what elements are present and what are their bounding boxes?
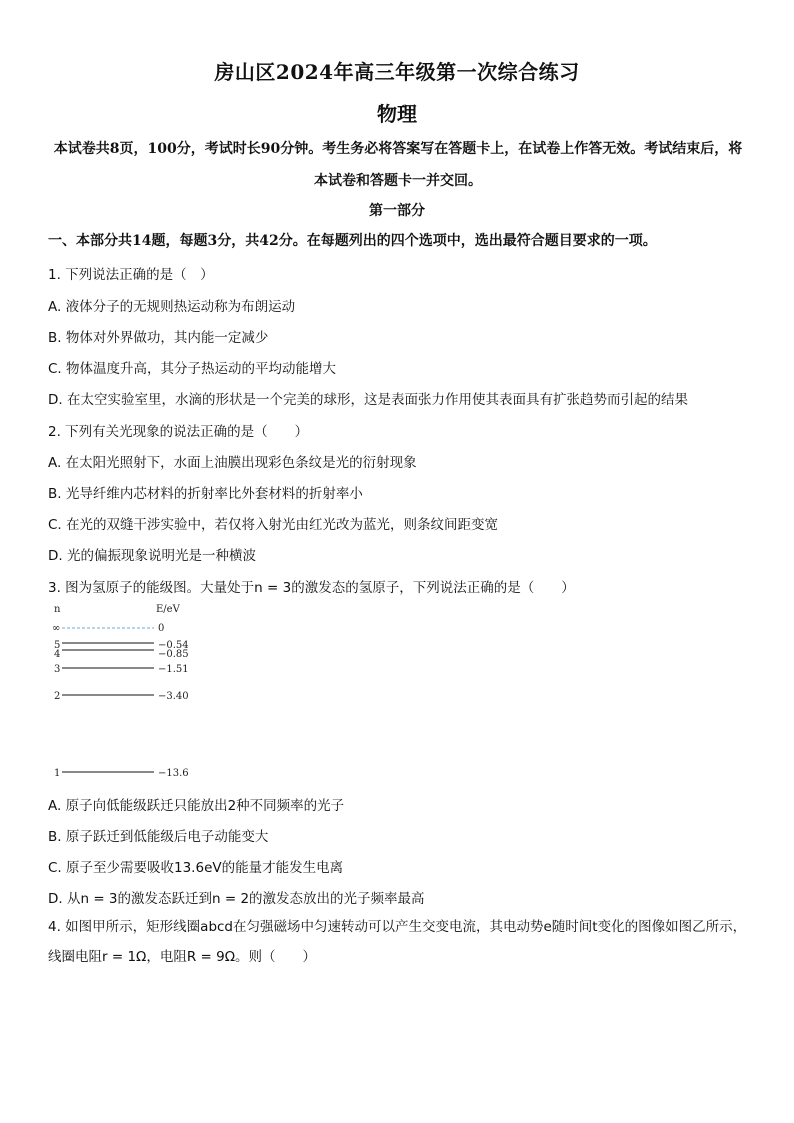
level-n-1: 1: [54, 768, 61, 779]
question-3-option-b: B. 原子跃迁到低能级后电子动能变大: [48, 829, 269, 845]
level-n-inf: ∞: [52, 623, 61, 634]
question-2-option-d: D. 光的偏振现象说明光是一种横波: [48, 548, 256, 564]
question-2-stem: 2. 下列有关光现象的说法正确的是（ ）: [48, 424, 309, 440]
level-n-4: 4: [54, 649, 61, 660]
question-2-option-c: C. 在光的双缝干涉实验中，若仅将入射光由红光改为蓝光，则条纹间距变宽: [48, 517, 499, 533]
exam-notice: 本试卷共8页，100分，考试时长90分钟。考生务必将答案写在答题卡上，在试卷上作答无效。考试结束后，将本试卷和答题卡一并交回。: [53, 141, 743, 189]
question-3-option-c: C. 原子至少需要吸收13.6eV的能量才能发生电离: [48, 860, 344, 876]
question-1-stem: 1. 下列说法正确的是（ ）: [48, 267, 214, 283]
question-2-option-b: B. 光导纤维内芯材料的折射率比外套材料的折射率小: [48, 486, 363, 502]
level-e-inf: 0: [158, 623, 165, 634]
exam-title: 房山区2024年高三年级第一次综合练习: [214, 60, 580, 84]
subject-title: 物理: [377, 102, 417, 126]
level-n-2: 2: [54, 691, 61, 702]
level-n-5: 5: [54, 640, 61, 651]
question-3-option-a: A. 原子向低能级跃迁只能放出2种不同频率的光子: [48, 798, 345, 814]
level-e-2: −3.40: [158, 691, 189, 702]
question-4-stem: 4. 如图甲所示，矩形线圈abcd在匀强磁场中匀速转动可以产生交变电流，其电动势e随时间t变化的图像如图乙所示，线圈电阻r = 1Ω，电阻R = 9Ω。则（ ）: [48, 919, 747, 965]
question-2-option-a: A. 在太阳光照射下，水面上油膜出现彩色条纹是光的衍射现象: [48, 455, 417, 471]
question-3-stem: 3. 图为氢原子的能级图。大量处于n = 3的激发态的氢原子，下列说法正确的是（ ）: [48, 580, 575, 596]
energy-level-svg: [48, 598, 208, 783]
question-1-option-a: A. 液体分子的无规则热运动称为布朗运动: [48, 299, 296, 315]
question-1-option-b: B. 物体对外界做功，其内能一定减少: [48, 330, 269, 346]
part-title: 第一部分: [369, 203, 425, 219]
level-e-1: −13.6: [158, 768, 189, 779]
energy-level-diagram: [48, 598, 208, 783]
section-instruction: 一、本部分共14题，每题3分，共42分。在每题列出的四个选项中，选出最符合题目要求的一项。: [48, 233, 657, 249]
level-e-5: −0.54: [158, 640, 189, 651]
level-e-3: −1.51: [158, 664, 189, 675]
question-3-option-d: D. 从n = 3的激发态跃迁到n = 2的激发态放出的光子频率最高: [48, 891, 425, 907]
level-n-3: 3: [54, 664, 61, 675]
energy-axis-label: E/eV: [156, 604, 180, 615]
n-axis-label: n: [54, 604, 61, 615]
level-e-4: −0.85: [158, 649, 189, 660]
question-1-option-d: D. 在太空实验室里，水滴的形状是一个完美的球形，这是表面张力作用使其表面具有扩张趋势而引起的结果: [48, 392, 688, 408]
question-1-option-c: C. 物体温度升高，其分子热运动的平均动能增大: [48, 361, 337, 377]
